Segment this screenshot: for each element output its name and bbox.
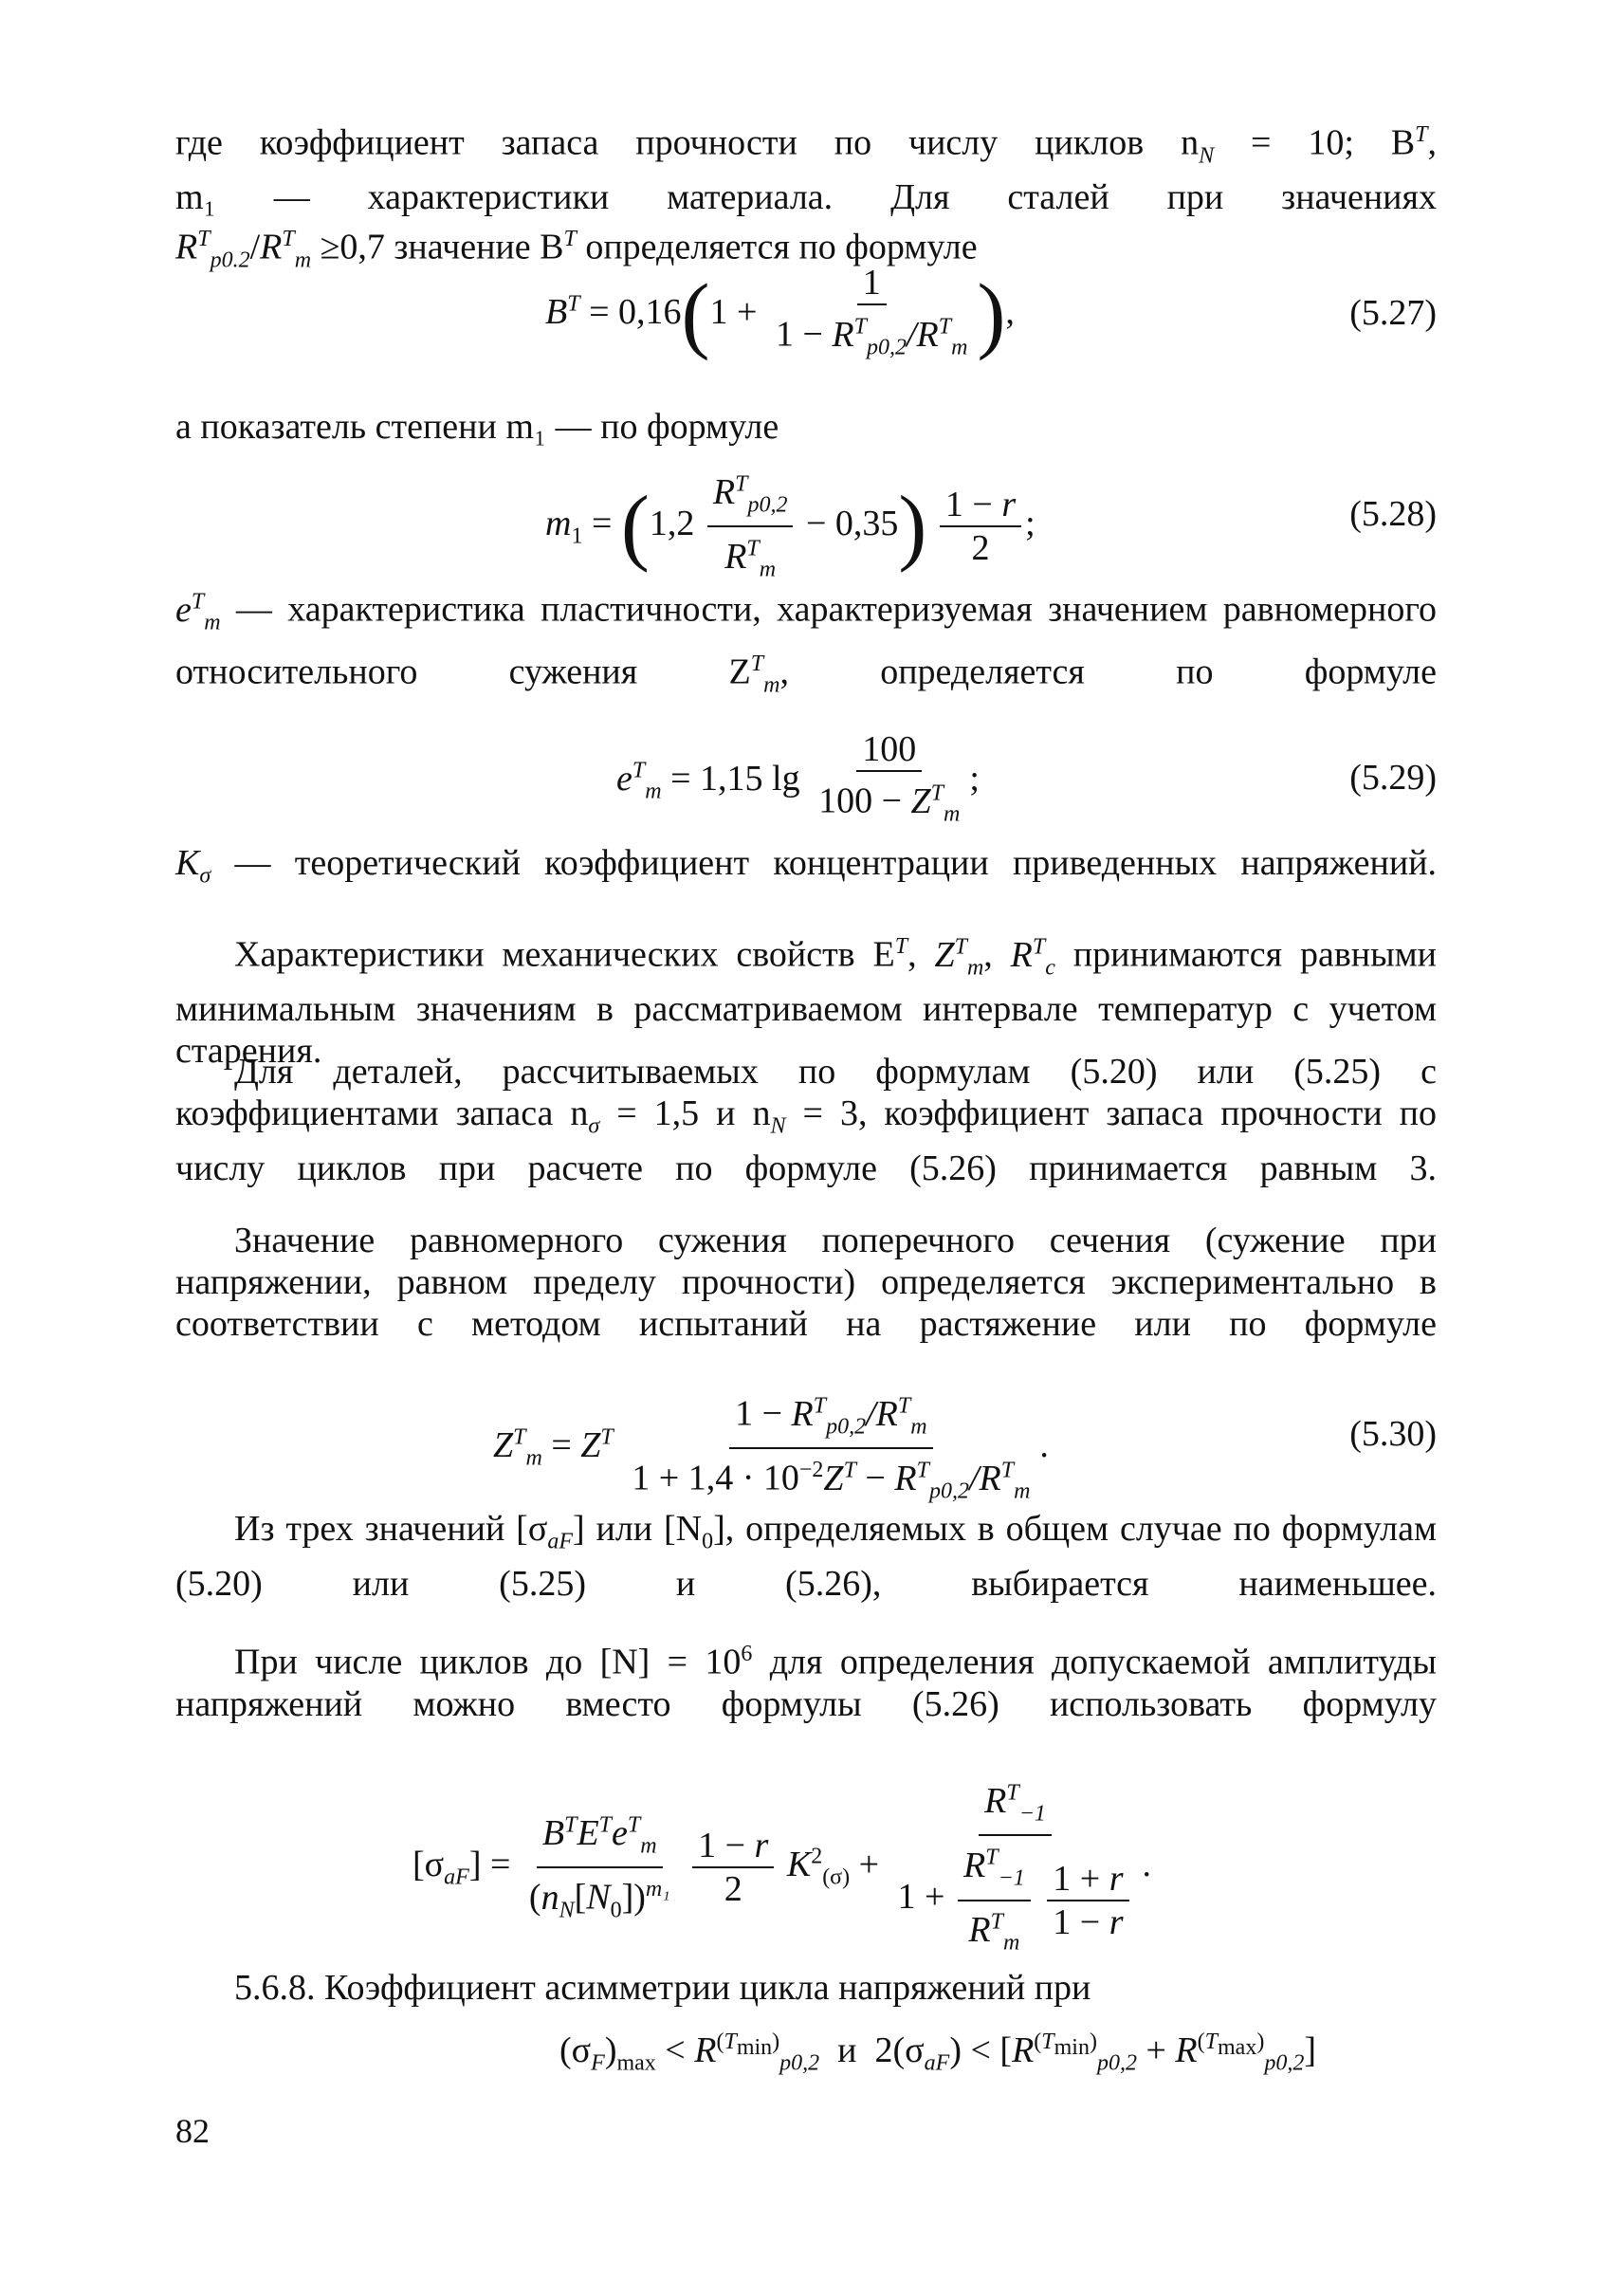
equation-5-29: $e^T_m = 1,15$ lg $\frac{100}{100 - Z^T_m}$ ; (5.29) [616,729,1437,827]
paragraph-8: Из трех значений $[\sigma_{aF}]$ или $[N_0]$, определяемых в общем случае по формулам (5.20) или (5.25) и (5.26), выбирается наименьшее. [175,1509,1437,1604]
paragraph-2: а показатель степени m₁ — по формуле [175,407,779,447]
paragraph-4: $K_\sigma$ — теоретический коэффициент концентрации приведенных напряжений. [175,843,1438,889]
equation-5-27: $B^T = 0,16(1$ + $\frac{1}{1 - R^T_{p0,2}/R^T_m}$ ), (5.27) [545,263,1437,362]
equation-condition: $(\sigma_F)_{max} < R^{(T_{min})}_{p0,2}$ и $2(\sigma_{aF}) < [R^{(T_{min})}_{p0,2} + R^{(T_{max})}_{p0,2}]$ [559,2030,1316,2076]
equation-5-28: $m_1 = (1,2$ $\frac{R^T_{p0,2}}{R^T_m}$ − 0,35) $\frac{1 - r}{2}$ ; (5.28) [175,455,1437,569]
page-number: 82 [175,2112,210,2150]
equation-allowable-amplitude: $[\sigma_{aF}]$ = $\frac{B^TE^Te^T_m}{(n_N[N_0])^{m_1}}$ $\frac{1 - r}{2}$ $K^2_{(\sigma)}$ + $R^T_{-1}$ 1 + $\frac{R^T_{-1}}{R^T_m}$ $\frac{1 + r}{1 - r}$ . [175,1773,1437,1925]
paragraph-10: 5.6.8. Коэффициент асимметрии цикла напряжений при [234,1968,1091,2008]
paragraph-5: Характеристики механических свойств $E^T$, $Z^T_m$, $R^T_c$ принимаются равными минимальным значениям в рассматриваемом интервале температур с учетом старения. [175,934,1438,1072]
paragraph-1: где коэффициент запаса прочности по числу циклов $n_N = 10$; $B^T$, m₁ — характеристики материала. Для сталей при значениях $R^T_{p0.2}/R^T_m \ge 0,7$ значение $B^T$ определяется по формуле [175,122,1437,273]
paragraph-7: Значение равномерного сужения поперечного сечения (сужение при напряжении, равном пределу прочности) определяется экспериментально в соответствии с методом испытаний на растяжение или по формуле [175,1221,1437,1344]
paragraph-3: $e^T_m$ — характеристика пластичности, характеризуемая значением равномерного относительного сужения $Z^T_m$, определяется по формуле [175,589,1438,698]
paragraph-6: Для деталей, рассчитываемых по формулам (5.20) или (5.25) с коэффициентами запаса $n_\sigma = 1,5$ и $n_N = 3$, коэффициент запаса прочности по числу циклов при расчете по формуле (5.26) принимается равным 3. [175,1052,1437,1188]
equation-5-30: $Z^T_m = Z^T$ $\frac{1 - R^T_{p0,2}/R^T_m}{1 + 1,4 \cdot 10^{-2}Z^T - R^T_{p0,2}/R^T_m}$ . (5.30) [175,1387,1437,1491]
paragraph-9: При числе циклов до $[N] = 10^6$ для определения допускаемой амплитуды напряжений можно вместо формулы (5.26) использовать формулу [175,1642,1437,1724]
